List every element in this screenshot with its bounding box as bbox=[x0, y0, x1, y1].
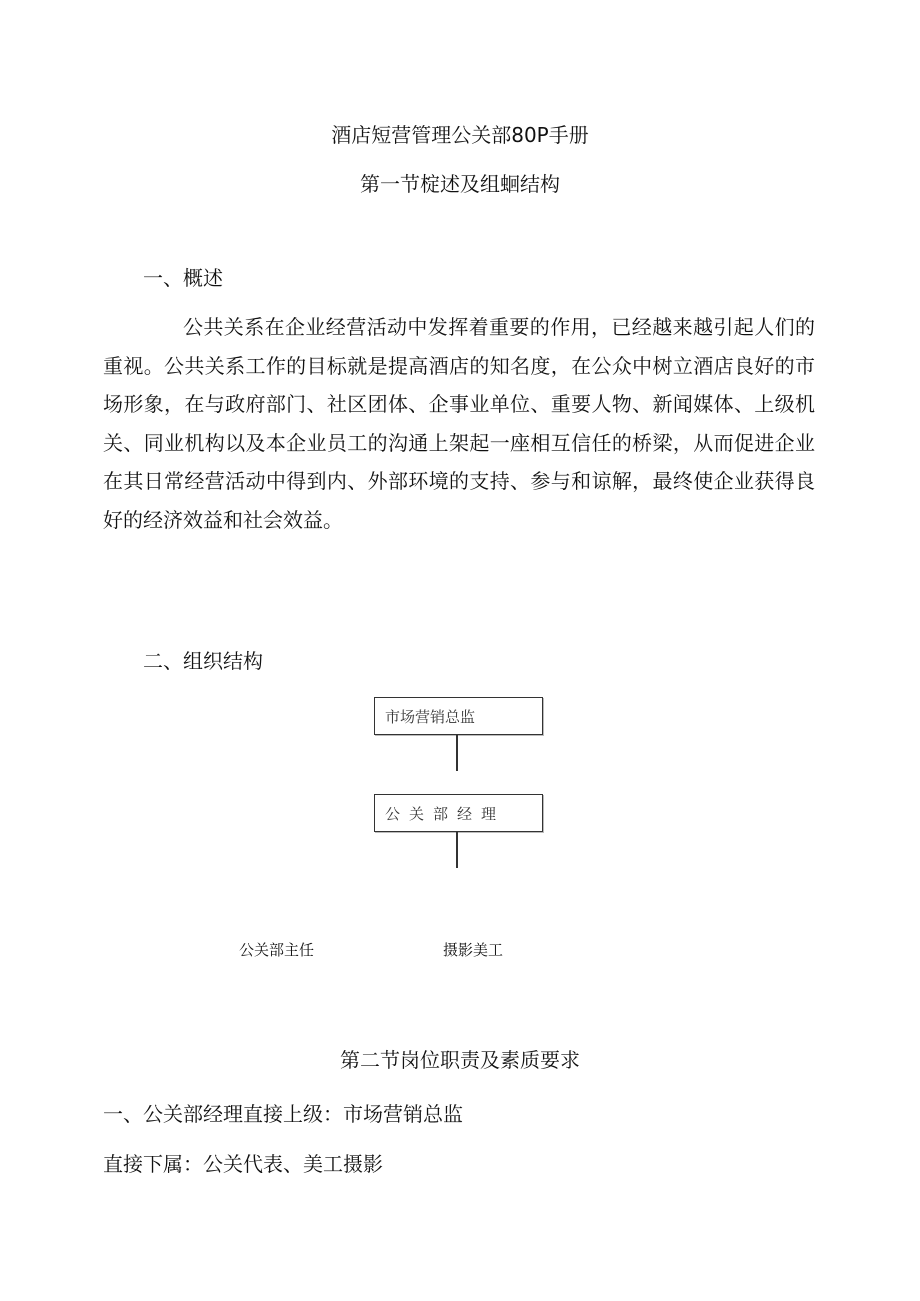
overview-paragraph: 公共关系在企业经营活动中发挥着重要的作用，已经越来越引起人们的重视。公共关系工作的目标就是提高酒店的知名度，在公众中树立酒店良好的市场形象，在与政府部门、社区团体、企事业单位、重要人物、新闻媒体、上级机关、同业机构以及本企业员工的沟通上架起一座相互信任的桥梁，从而促进企业在其日常经营活动中得到内、外部环境的支持、参与和谅解，最终使企业获得良好的经济效益和社会效益。 bbox=[103, 315, 815, 532]
section-heading-org-structure: 二、组织结构 bbox=[143, 649, 263, 673]
document-subtitle: 第一节椗述及组蛔结构 bbox=[360, 172, 560, 196]
org-box-pr-manager-label: 公关部经理 bbox=[385, 805, 506, 823]
org-connector-top bbox=[456, 735, 458, 771]
section-heading-overview: 一、概述 bbox=[143, 266, 223, 290]
org-node-photographer-artist: 摄影美工 bbox=[443, 941, 504, 959]
chapter2-line-direct-subordinates: 直接下属：公关代表、美工摄影 bbox=[103, 1152, 383, 1176]
org-box-pr-manager bbox=[374, 794, 543, 832]
chapter2-title: 第二节岗位职责及素质要求 bbox=[340, 1048, 580, 1072]
chapter2-line-direct-superior: 一、公关部经理直接上级：市场营销总监 bbox=[103, 1102, 463, 1126]
document-title: 酒店短营管理公关部80P手册 bbox=[331, 123, 589, 147]
org-box-marketing-director-label: 市场营销总监 bbox=[385, 708, 476, 726]
org-box-marketing-director bbox=[374, 697, 543, 735]
org-connector-bottom bbox=[456, 832, 458, 868]
org-node-pr-supervisor: 公关部主任 bbox=[239, 941, 315, 959]
